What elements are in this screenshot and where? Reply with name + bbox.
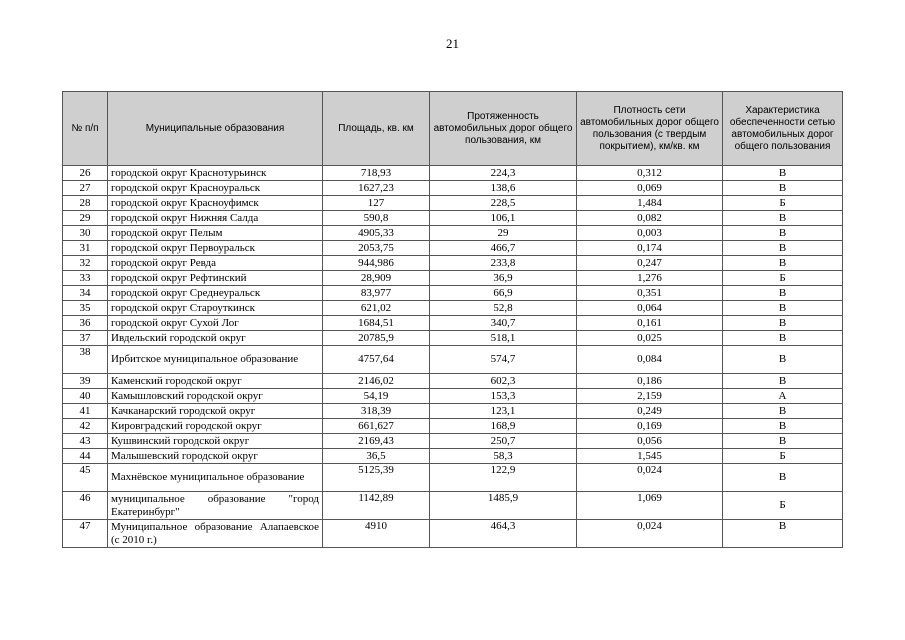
cell-length: 58,3	[430, 449, 577, 464]
cell-area: 4910	[323, 520, 430, 548]
cell-length: 228,5	[430, 196, 577, 211]
cell-area: 2053,75	[323, 241, 430, 256]
cell-num: 27	[63, 181, 108, 196]
cell-area: 127	[323, 196, 430, 211]
cell-name: городской округ Краснотурьинск	[108, 166, 323, 181]
cell-length: 250,7	[430, 434, 577, 449]
cell-area: 5125,39	[323, 464, 430, 492]
cell-name: городской округ Среднеуральск	[108, 286, 323, 301]
cell-name: Кушвинский городской округ	[108, 434, 323, 449]
table-row	[63, 464, 843, 492]
cell-characteristic: В	[723, 464, 843, 492]
cell-num: 44	[63, 449, 108, 464]
cell-num: 28	[63, 196, 108, 211]
cell-length: 233,8	[430, 256, 577, 271]
header-area: Площадь, кв. км	[323, 92, 430, 166]
cell-name: Качканарский городской округ	[108, 404, 323, 419]
cell-area: 83,977	[323, 286, 430, 301]
cell-density: 0,084	[577, 346, 723, 374]
cell-density: 0,082	[577, 211, 723, 226]
cell-name: муниципальное образование "город Екатеринбург"	[108, 492, 323, 520]
cell-characteristic: В	[723, 434, 843, 449]
table-row	[63, 286, 843, 301]
table-row	[63, 374, 843, 389]
cell-density: 0,024	[577, 520, 723, 548]
cell-length: 464,3	[430, 520, 577, 548]
cell-characteristic: В	[723, 286, 843, 301]
cell-area: 36,5	[323, 449, 430, 464]
cell-length: 602,3	[430, 374, 577, 389]
cell-name: городской округ Сухой Лог	[108, 316, 323, 331]
table-row	[63, 301, 843, 316]
cell-name: Махнёвское муниципальное образование	[108, 464, 323, 492]
cell-name: городской округ Староуткинск	[108, 301, 323, 316]
table-row	[63, 434, 843, 449]
cell-density: 0,312	[577, 166, 723, 181]
cell-length: 518,1	[430, 331, 577, 346]
cell-length: 138,6	[430, 181, 577, 196]
cell-name: городской округ Красноуфимск	[108, 196, 323, 211]
cell-density: 0,024	[577, 464, 723, 492]
cell-name: Кировградский городской округ	[108, 419, 323, 434]
cell-num: 40	[63, 389, 108, 404]
cell-num: 32	[63, 256, 108, 271]
table-row	[63, 316, 843, 331]
cell-area: 54,19	[323, 389, 430, 404]
cell-num: 43	[63, 434, 108, 449]
cell-name: городской округ Рефтинский	[108, 271, 323, 286]
cell-area: 1627,23	[323, 181, 430, 196]
cell-length: 340,7	[430, 316, 577, 331]
cell-density: 0,161	[577, 316, 723, 331]
table-row	[63, 492, 843, 520]
table-row	[63, 196, 843, 211]
cell-name: городской округ Первоуральск	[108, 241, 323, 256]
header-density: Плотность сети автомобильных дорог общего пользования (с твердым покрытием), км/кв. км	[577, 92, 723, 166]
cell-length: 466,7	[430, 241, 577, 256]
header-length: Протяженность автомобильных дорог общего пользования, км	[430, 92, 577, 166]
table-row	[63, 404, 843, 419]
cell-length: 29	[430, 226, 577, 241]
cell-area: 28,909	[323, 271, 430, 286]
cell-area: 4905,33	[323, 226, 430, 241]
table-row	[63, 226, 843, 241]
table-row	[63, 449, 843, 464]
cell-num: 26	[63, 166, 108, 181]
cell-characteristic: В	[723, 256, 843, 271]
cell-num: 37	[63, 331, 108, 346]
table-row	[63, 419, 843, 434]
cell-length: 106,1	[430, 211, 577, 226]
cell-characteristic: В	[723, 331, 843, 346]
cell-area: 4757,64	[323, 346, 430, 374]
cell-num: 31	[63, 241, 108, 256]
cell-length: 66,9	[430, 286, 577, 301]
header-characteristic: Характеристика обеспеченности сетью автомобильных дорог общего пользования	[723, 92, 843, 166]
cell-density: 0,351	[577, 286, 723, 301]
table-row	[63, 241, 843, 256]
cell-density: 1,276	[577, 271, 723, 286]
cell-characteristic: В	[723, 241, 843, 256]
cell-density: 1,484	[577, 196, 723, 211]
cell-characteristic: В	[723, 226, 843, 241]
cell-characteristic: В	[723, 316, 843, 331]
cell-area: 621,02	[323, 301, 430, 316]
cell-density: 0,056	[577, 434, 723, 449]
cell-density: 2,159	[577, 389, 723, 404]
cell-num: 35	[63, 301, 108, 316]
cell-characteristic: Б	[723, 196, 843, 211]
cell-characteristic: А	[723, 389, 843, 404]
cell-name: городской округ Красноуральск	[108, 181, 323, 196]
cell-characteristic: Б	[723, 271, 843, 286]
cell-length: 122,9	[430, 464, 577, 492]
cell-density: 0,186	[577, 374, 723, 389]
cell-characteristic: В	[723, 520, 843, 548]
cell-density: 0,025	[577, 331, 723, 346]
cell-characteristic: В	[723, 301, 843, 316]
table-row	[63, 211, 843, 226]
table-row	[63, 256, 843, 271]
cell-num: 29	[63, 211, 108, 226]
cell-length: 1485,9	[430, 492, 577, 520]
cell-name: Ирбитское муниципальное образование	[108, 346, 323, 374]
cell-characteristic: В	[723, 419, 843, 434]
cell-characteristic: В	[723, 211, 843, 226]
table-row	[63, 346, 843, 374]
page-number: 21	[446, 36, 459, 51]
cell-name: Камышловский городской округ	[108, 389, 323, 404]
cell-length: 168,9	[430, 419, 577, 434]
cell-name: Малышевский городской округ	[108, 449, 323, 464]
cell-density: 0,064	[577, 301, 723, 316]
table-row	[63, 166, 843, 181]
cell-characteristic: Б	[723, 492, 843, 520]
cell-name: Ивдельский городской округ	[108, 331, 323, 346]
cell-density: 0,069	[577, 181, 723, 196]
header-num: № п/п	[63, 92, 108, 166]
header-name: Муниципальные образования	[108, 92, 323, 166]
cell-num: 38	[63, 346, 108, 374]
cell-length: 574,7	[430, 346, 577, 374]
cell-density: 0,174	[577, 241, 723, 256]
table-row	[63, 389, 843, 404]
cell-area: 2169,43	[323, 434, 430, 449]
cell-length: 52,8	[430, 301, 577, 316]
cell-characteristic: В	[723, 346, 843, 374]
cell-num: 30	[63, 226, 108, 241]
cell-density: 1,069	[577, 492, 723, 520]
cell-characteristic: Б	[723, 449, 843, 464]
cell-length: 153,3	[430, 389, 577, 404]
cell-density: 1,545	[577, 449, 723, 464]
table-header-row	[63, 92, 843, 166]
cell-length: 224,3	[430, 166, 577, 181]
cell-area: 590,8	[323, 211, 430, 226]
table-row	[63, 181, 843, 196]
table-row	[63, 271, 843, 286]
cell-name: городской округ Ревда	[108, 256, 323, 271]
cell-density: 0,003	[577, 226, 723, 241]
cell-area: 318,39	[323, 404, 430, 419]
cell-characteristic: В	[723, 404, 843, 419]
cell-num: 33	[63, 271, 108, 286]
cell-density: 0,247	[577, 256, 723, 271]
cell-characteristic: В	[723, 181, 843, 196]
cell-num: 45	[63, 464, 108, 492]
cell-area: 1142,89	[323, 492, 430, 520]
cell-num: 46	[63, 492, 108, 520]
cell-area: 20785,9	[323, 331, 430, 346]
cell-num: 42	[63, 419, 108, 434]
cell-num: 41	[63, 404, 108, 419]
cell-name: городской округ Нижняя Салда	[108, 211, 323, 226]
cell-name: Каменский городской округ	[108, 374, 323, 389]
cell-characteristic: В	[723, 374, 843, 389]
cell-length: 123,1	[430, 404, 577, 419]
cell-num: 34	[63, 286, 108, 301]
cell-area: 2146,02	[323, 374, 430, 389]
cell-num: 39	[63, 374, 108, 389]
table-row	[63, 520, 843, 548]
cell-density: 0,249	[577, 404, 723, 419]
table-row	[63, 331, 843, 346]
cell-num: 47	[63, 520, 108, 548]
cell-area: 944,986	[323, 256, 430, 271]
cell-name: городской округ Пелым	[108, 226, 323, 241]
cell-area: 718,93	[323, 166, 430, 181]
cell-name: Муниципальное образование Алапаевское (с 2010 г.)	[108, 520, 323, 548]
cell-area: 1684,51	[323, 316, 430, 331]
cell-characteristic: В	[723, 166, 843, 181]
cell-area: 661,627	[323, 419, 430, 434]
cell-num: 36	[63, 316, 108, 331]
cell-length: 36,9	[430, 271, 577, 286]
cell-density: 0,169	[577, 419, 723, 434]
roads-table	[62, 91, 843, 548]
